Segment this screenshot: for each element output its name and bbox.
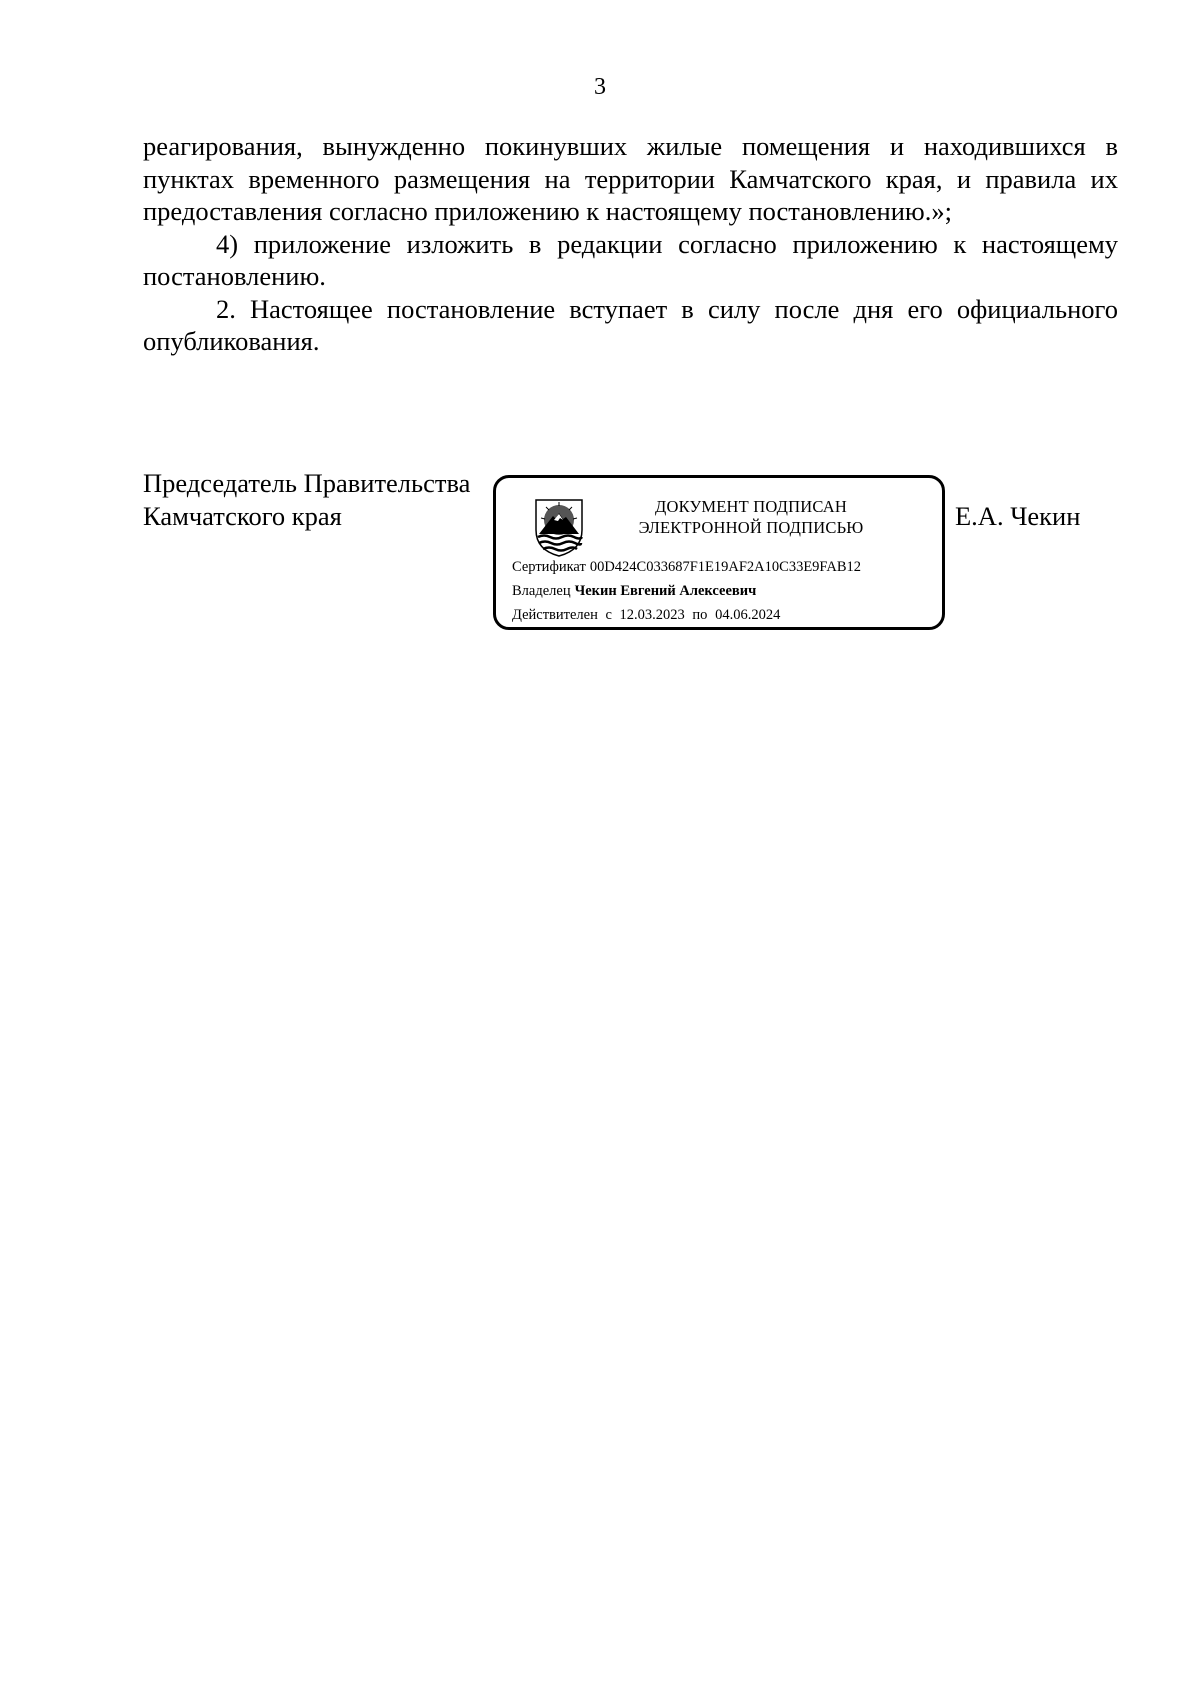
signer-name: Е.А. Чекин: [955, 501, 1081, 531]
stamp-validity: [512, 606, 780, 624]
paragraph-continuation: реагирования, вынужденно покинувших жилые помещения и находившихся в пунктах временного размещения на территории Камчатского края, и правила их предоставления согласно приложению к настоящему постановлению.»;: [143, 131, 1118, 226]
paragraph-item-4: 4) приложение изложить в редакции согласно приложению к настоящему постановлению.: [143, 228, 1118, 291]
stamp-owner-label: Владелец: [512, 583, 571, 599]
stamp-valid-from: 12.03.2023: [619, 607, 685, 623]
paragraph-item-2: 2. Настоящее постановление вступает в силу после дня его официального опубликования.: [143, 293, 1118, 356]
kamchatka-coat-of-arms-icon: [532, 496, 586, 558]
stamp-owner: [512, 582, 756, 600]
stamp-valid-to-label: по: [692, 607, 708, 623]
stamp-owner-value: Чекин Евгений Алексеевич: [574, 583, 757, 599]
signer-position-line2: Камчатского края: [143, 500, 342, 531]
stamp-certificate: [512, 558, 861, 576]
stamp-valid-label: Действителен: [512, 607, 598, 623]
stamp-title: [596, 496, 906, 538]
page-number: 3: [594, 74, 606, 100]
stamp-certificate-label: Сертификат: [512, 559, 586, 575]
electronic-signature-stamp: [493, 475, 945, 630]
stamp-valid-from-label: с: [605, 607, 612, 623]
stamp-title-line2: ЭЛЕКТРОННОЙ ПОДПИСЬЮ: [638, 518, 864, 537]
stamp-title-line1: ДОКУМЕНТ ПОДПИСАН: [655, 497, 847, 516]
stamp-certificate-value: 00D424C033687F1E19AF2A10C33E9FAB12: [589, 559, 862, 575]
document-body: [143, 130, 1118, 358]
stamp-valid-to: 04.06.2024: [715, 607, 781, 623]
signer-position: [143, 467, 470, 532]
signer-position-line1: Председатель Правительства: [143, 468, 471, 498]
